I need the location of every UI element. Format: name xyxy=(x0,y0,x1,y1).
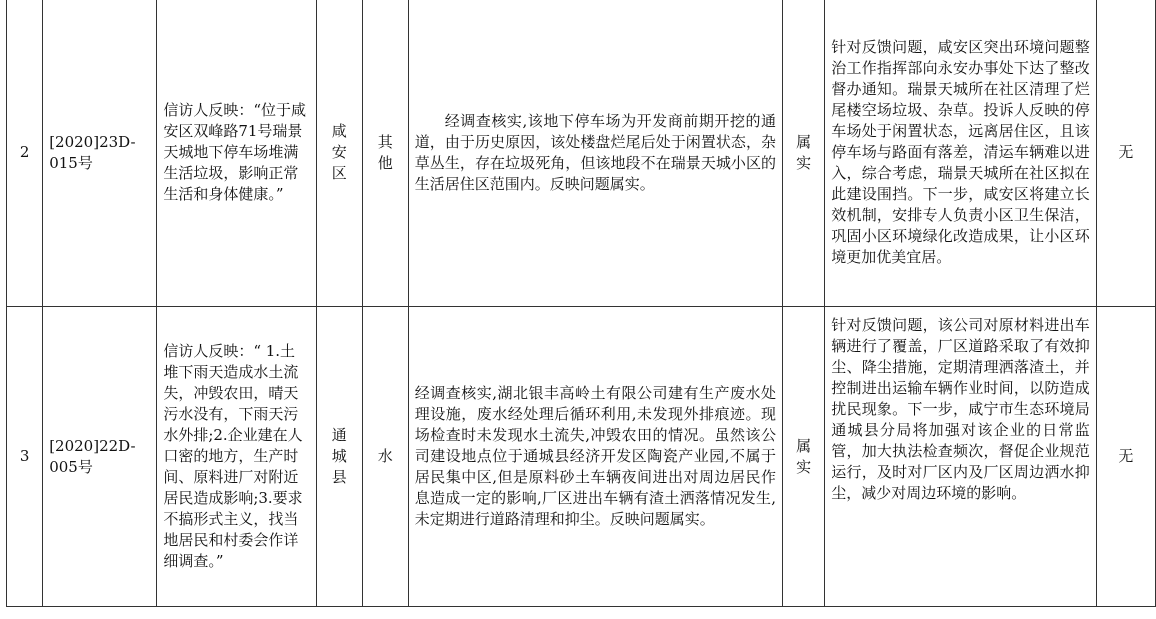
verdict-cell xyxy=(783,307,825,607)
accountability-text: 无 xyxy=(1096,307,1155,607)
district-text: 通城县 xyxy=(331,426,347,486)
verdict-text: 属实 xyxy=(796,436,812,476)
handling-text: 针对反馈问题，咸安区突出环境问题整治工作指挥部向永安办事处下达了整改督办通知。瑞景天城所在社区清理了烂尾楼空场垃圾、杂草。投诉人反映的停车场处于闲置状态，远离居住区，且该停车场与路面有落差，清运车辆难以进入，综合考虑，瑞景天城所在社区拟在此建设围挡。下一步，咸安区将建立长效机制，安排专人负责小区卫生保洁，巩固小区环境绿化改造成果，让小区环境更加优美宜居。 xyxy=(825,0,1097,307)
handling-text: 针对反馈问题，该公司对原材料进出车辆进行了覆盖，厂区道路采取了有效抑尘、降尘措施，定期清理洒落渣土，并控制进出运输车辆作业时间，以防造成扰民现象。下一步，咸宁市生态环境局通城县分局将加强对该企业的日常监管，加大执法检查频次，督促企业规范运行，及时对厂区内及厂区周边洒水抑尘，减少对周边环境的影响。 xyxy=(825,307,1097,607)
table-row xyxy=(7,307,1156,607)
district-text: 咸安区 xyxy=(331,122,347,182)
accountability-text: 无 xyxy=(1096,0,1155,307)
category-text: 其他 xyxy=(377,132,393,172)
case-number: [2020]22D-005号 xyxy=(43,307,157,607)
category-cell xyxy=(362,0,408,307)
row-index: 2 xyxy=(7,0,43,307)
category-text: 水 xyxy=(377,447,393,465)
verdict-cell xyxy=(783,0,825,307)
district-cell xyxy=(316,0,362,307)
row-index: 3 xyxy=(7,307,43,607)
case-number: [2020]23D-015号 xyxy=(43,0,157,307)
case-table xyxy=(6,0,1156,607)
complaint-text: 信访人反映：“ 1.土堆下雨天造成水土流失，冲毁农田，晴天污水没有，下雨天污水外排;2.企业建在人口密的地方，生产时间、原料进厂对附近居民造成影响;3.要求不搞形式主义，找当地居民和村委会作详细调查。” xyxy=(157,307,316,607)
investigation-text: 经调查核实,湖北银丰高岭土有限公司建有生产废水处理设施，废水经处理后循环利用,未发现外排痕迹。现场检查时未发现水土流失,冲毁农田的情况。虽然该公司建设地点位于通城县经济开发区陶瓷产业园,不属于居民集中区,但是原料砂土车辆夜间进出对周边居民作息造成一定的影响,厂区进出车辆有渣土洒落情况发生,未定期进行道路清理和抑尘。反映问题属实。 xyxy=(408,307,782,607)
verdict-text: 属实 xyxy=(796,132,812,172)
complaint-text: 信访人反映：“位于咸安区双峰路71号瑞景天城地下停车场堆满生活垃圾，影响正常生活和身体健康。” xyxy=(157,0,316,307)
district-cell xyxy=(316,307,362,607)
investigation-text: 经调查核实,该地下停车场为开发商前期开挖的通道，由于历史原因，该处楼盘烂尾后处于闲置状态，杂草丛生，存在垃圾死角，但该地段不在瑞景天城小区的生活居住区范围内。反映问题属实。 xyxy=(408,0,782,307)
table-row xyxy=(7,0,1156,307)
category-cell xyxy=(362,307,408,607)
